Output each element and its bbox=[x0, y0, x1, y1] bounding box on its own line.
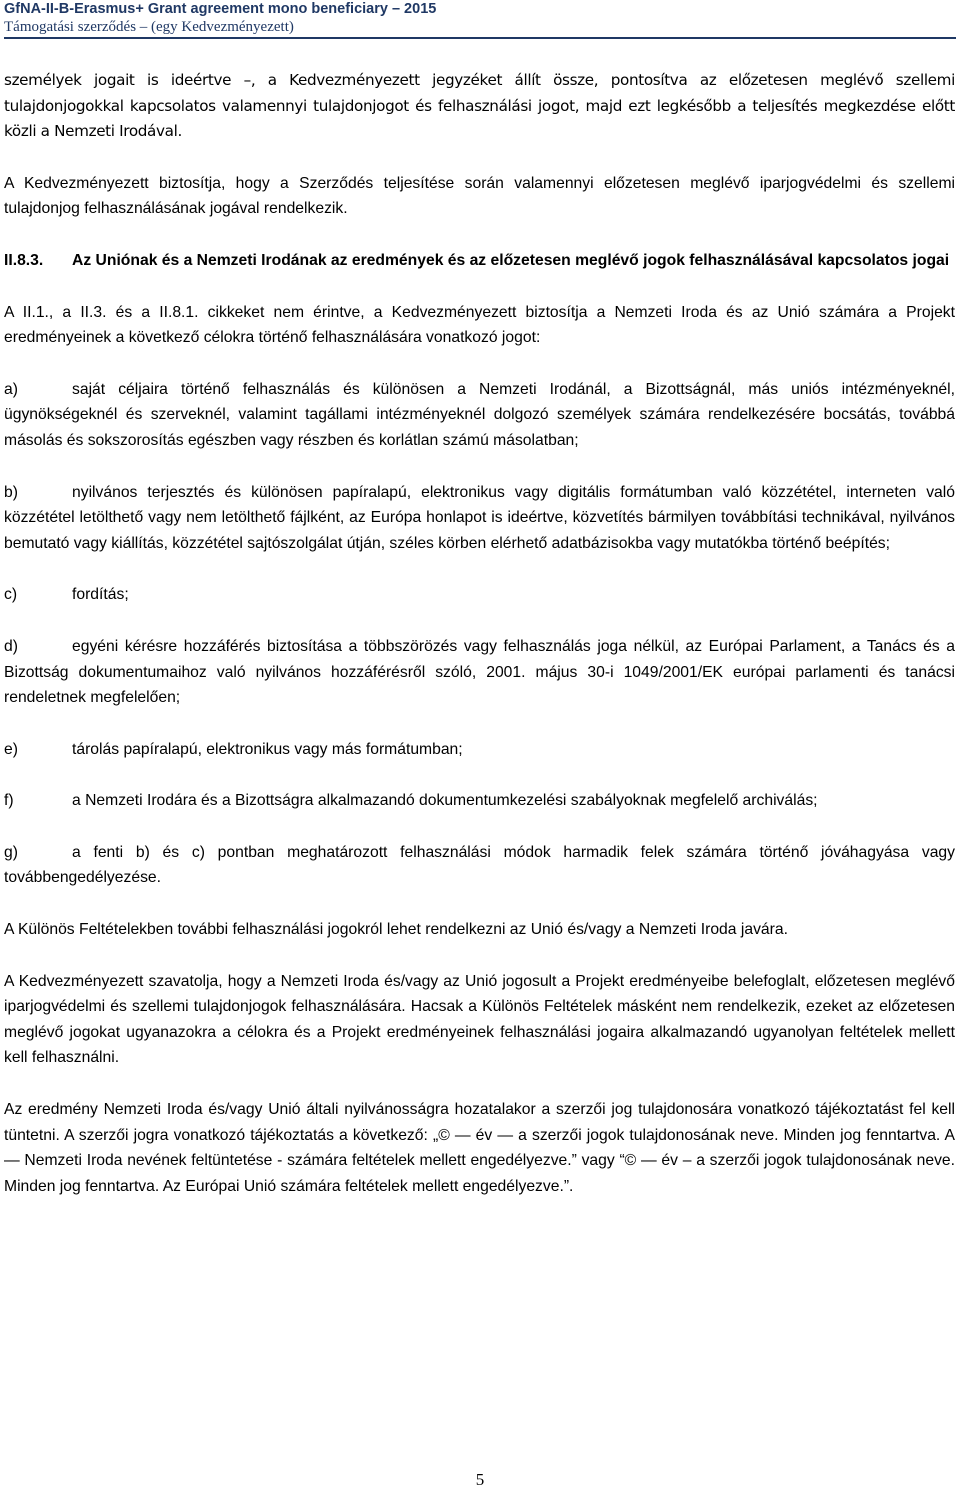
document-body bbox=[4, 68, 955, 1199]
list-label: f) bbox=[4, 792, 14, 810]
list-text: tárolás papíralapú, elektronikus vagy más formátumban; bbox=[72, 740, 463, 758]
section-heading bbox=[4, 248, 955, 274]
paragraph-6: Az eredmény Nemzeti Iroda és/vagy Unió általi nyilvánosságra hozatalakor a szerzői jog tulajdonosára vonatkozó tájékoztatást fel kell tüntetni. A szerzői jogra vonatkozó tájékoztatás a következő: „© — év — a szerzői jogok tulajdonosának neve. Minden jog fenntartva. A — Nemzeti Iroda nevének feltüntetése - számára feltételek mellett engedélyezve.” vagy “© — év – a szerzői jogok tulajdonosának neve. Minden jog fenntartva. Az Európai Unió számára feltételek mellett engedélyezve.”. bbox=[4, 1101, 955, 1195]
list-label: c) bbox=[4, 586, 18, 604]
list-label: a) bbox=[4, 380, 18, 398]
header-subtitle: Támogatási szerződés – (egy Kedvezményezett) bbox=[4, 19, 294, 35]
list-text: egyéni kérésre hozzáférés biztosítása a többszörözés vagy felhasználás joga nélkül, az Európai Parlament, a Tanács és a Bizottság dokumentumaihoz való nyilvános hozzáférésről szóló, 2001. május 30-i 1049/2001/EK európai parlamenti és tanácsi rendeletnek megfelelően; bbox=[4, 637, 955, 707]
list-item-f bbox=[4, 788, 955, 814]
list-item-a bbox=[4, 377, 955, 454]
list-label: b) bbox=[4, 483, 18, 501]
list-item-d bbox=[4, 634, 955, 711]
page-number: 5 bbox=[475, 1470, 485, 1489]
list-text: a fenti b) és c) pontban meghatározott felhasználási módok harmadik felek számára történő jóváhagyása vagy továbbengedélyezése. bbox=[4, 843, 955, 887]
header-rule bbox=[4, 37, 956, 39]
paragraph-2: A Kedvezményezett biztosítja, hogy a Szerződés teljesítése során valamennyi előzetesen meglévő iparjogvédelmi és szellemi tulajdonjog felhasználásának jogával rendelkezik. bbox=[4, 174, 955, 218]
paragraph-3: A II.1., a II.3. és a II.8.1. cikkeket nem érintve, a Kedvezményezett biztosítja a Nemzeti Iroda és az Unió számára a Projekt eredményeinek a következő célokra történő felhasználására vonatkozó jogot: bbox=[4, 303, 955, 347]
paragraph-5: A Kedvezményezett szavatolja, hogy a Nemzeti Iroda és/vagy az Unió jogosult a Projekt eredményeibe belefoglalt, előzetesen meglévő iparjogvédelmi és szellemi tulajdonjogok felhasználására. Hacsak a Különös Feltételek másként nem rendelkezik, ezeket az előzetesen meglévő jogokat ugyanazokra a célokra és a Projekt eredményeinek felhasználási jogaira alkalmazandó ugyanolyan feltételek mellett kell felhasználni. bbox=[4, 972, 955, 1067]
list-item-e bbox=[4, 737, 955, 763]
list-text: saját céljaira történő felhasználás és különösen a Nemzeti Irodánál, a Bizottságnál, más uniós intézményeknél, ügynökségeknél és szerveknél, valamint tagállami intézményeknél dolgozó személyek számára rendelkezésére bocsátás, továbbá másolás és sokszorosítás egészben vagy részben és korlátlan számú másolatban; bbox=[4, 380, 955, 449]
list-text: fordítás; bbox=[72, 586, 129, 604]
list-text: nyilvános terjesztés és különösen papíralapú, elektronikus vagy digitális formátumban való közzététel, interneten való közzététel letölthető vagy nem letölthető fájlként, az Európa honlapot is ideértve, közvetítés bármilyen továbbítási technikával, nyilvános bemutató vagy kiállítás, közzététel sajtószolgálat útján, széles körben elérhető adatbázisokba vagy mutatókba történő beépítés; bbox=[4, 483, 955, 552]
list-label: g) bbox=[4, 843, 18, 861]
list-item-b bbox=[4, 480, 955, 557]
paragraph-4: A Különös Feltételekben további felhasználási jogokról lehet rendelkezni az Unió és/vagy a Nemzeti Iroda javára. bbox=[4, 921, 788, 939]
list-label: d) bbox=[4, 637, 18, 655]
list-item-g bbox=[4, 840, 955, 891]
section-title: Az Uniónak és a Nemzeti Irodának az eredmények és az előzetesen meglévő jogok felhasználásával kapcsolatos jogai bbox=[72, 251, 950, 269]
section-number: II.8.3. bbox=[4, 251, 44, 269]
list-label: e) bbox=[4, 740, 18, 758]
list-text: a Nemzeti Irodára és a Bizottságra alkalmazandó dokumentumkezelési szabályoknak megfelelő archiválás; bbox=[72, 792, 818, 810]
paragraph-1: személyek jogait is ideértve –, a Kedvezményezett jegyzéket állít össze, pontosítva az előzetesen meglévő szellemi tulajdonjogokkal kapcsolatos valamennyi tulajdonjogot és felhasználási jogot, majd ezt legkésőbb a teljesítés megkezdése előtt közli a Nemzeti Irodával. bbox=[4, 71, 955, 141]
header-title: GfNA-II-B-Erasmus+ Grant agreement mono beneficiary – 2015 bbox=[4, 1, 437, 17]
list-item-c bbox=[4, 582, 955, 608]
page-header bbox=[4, 0, 954, 39]
